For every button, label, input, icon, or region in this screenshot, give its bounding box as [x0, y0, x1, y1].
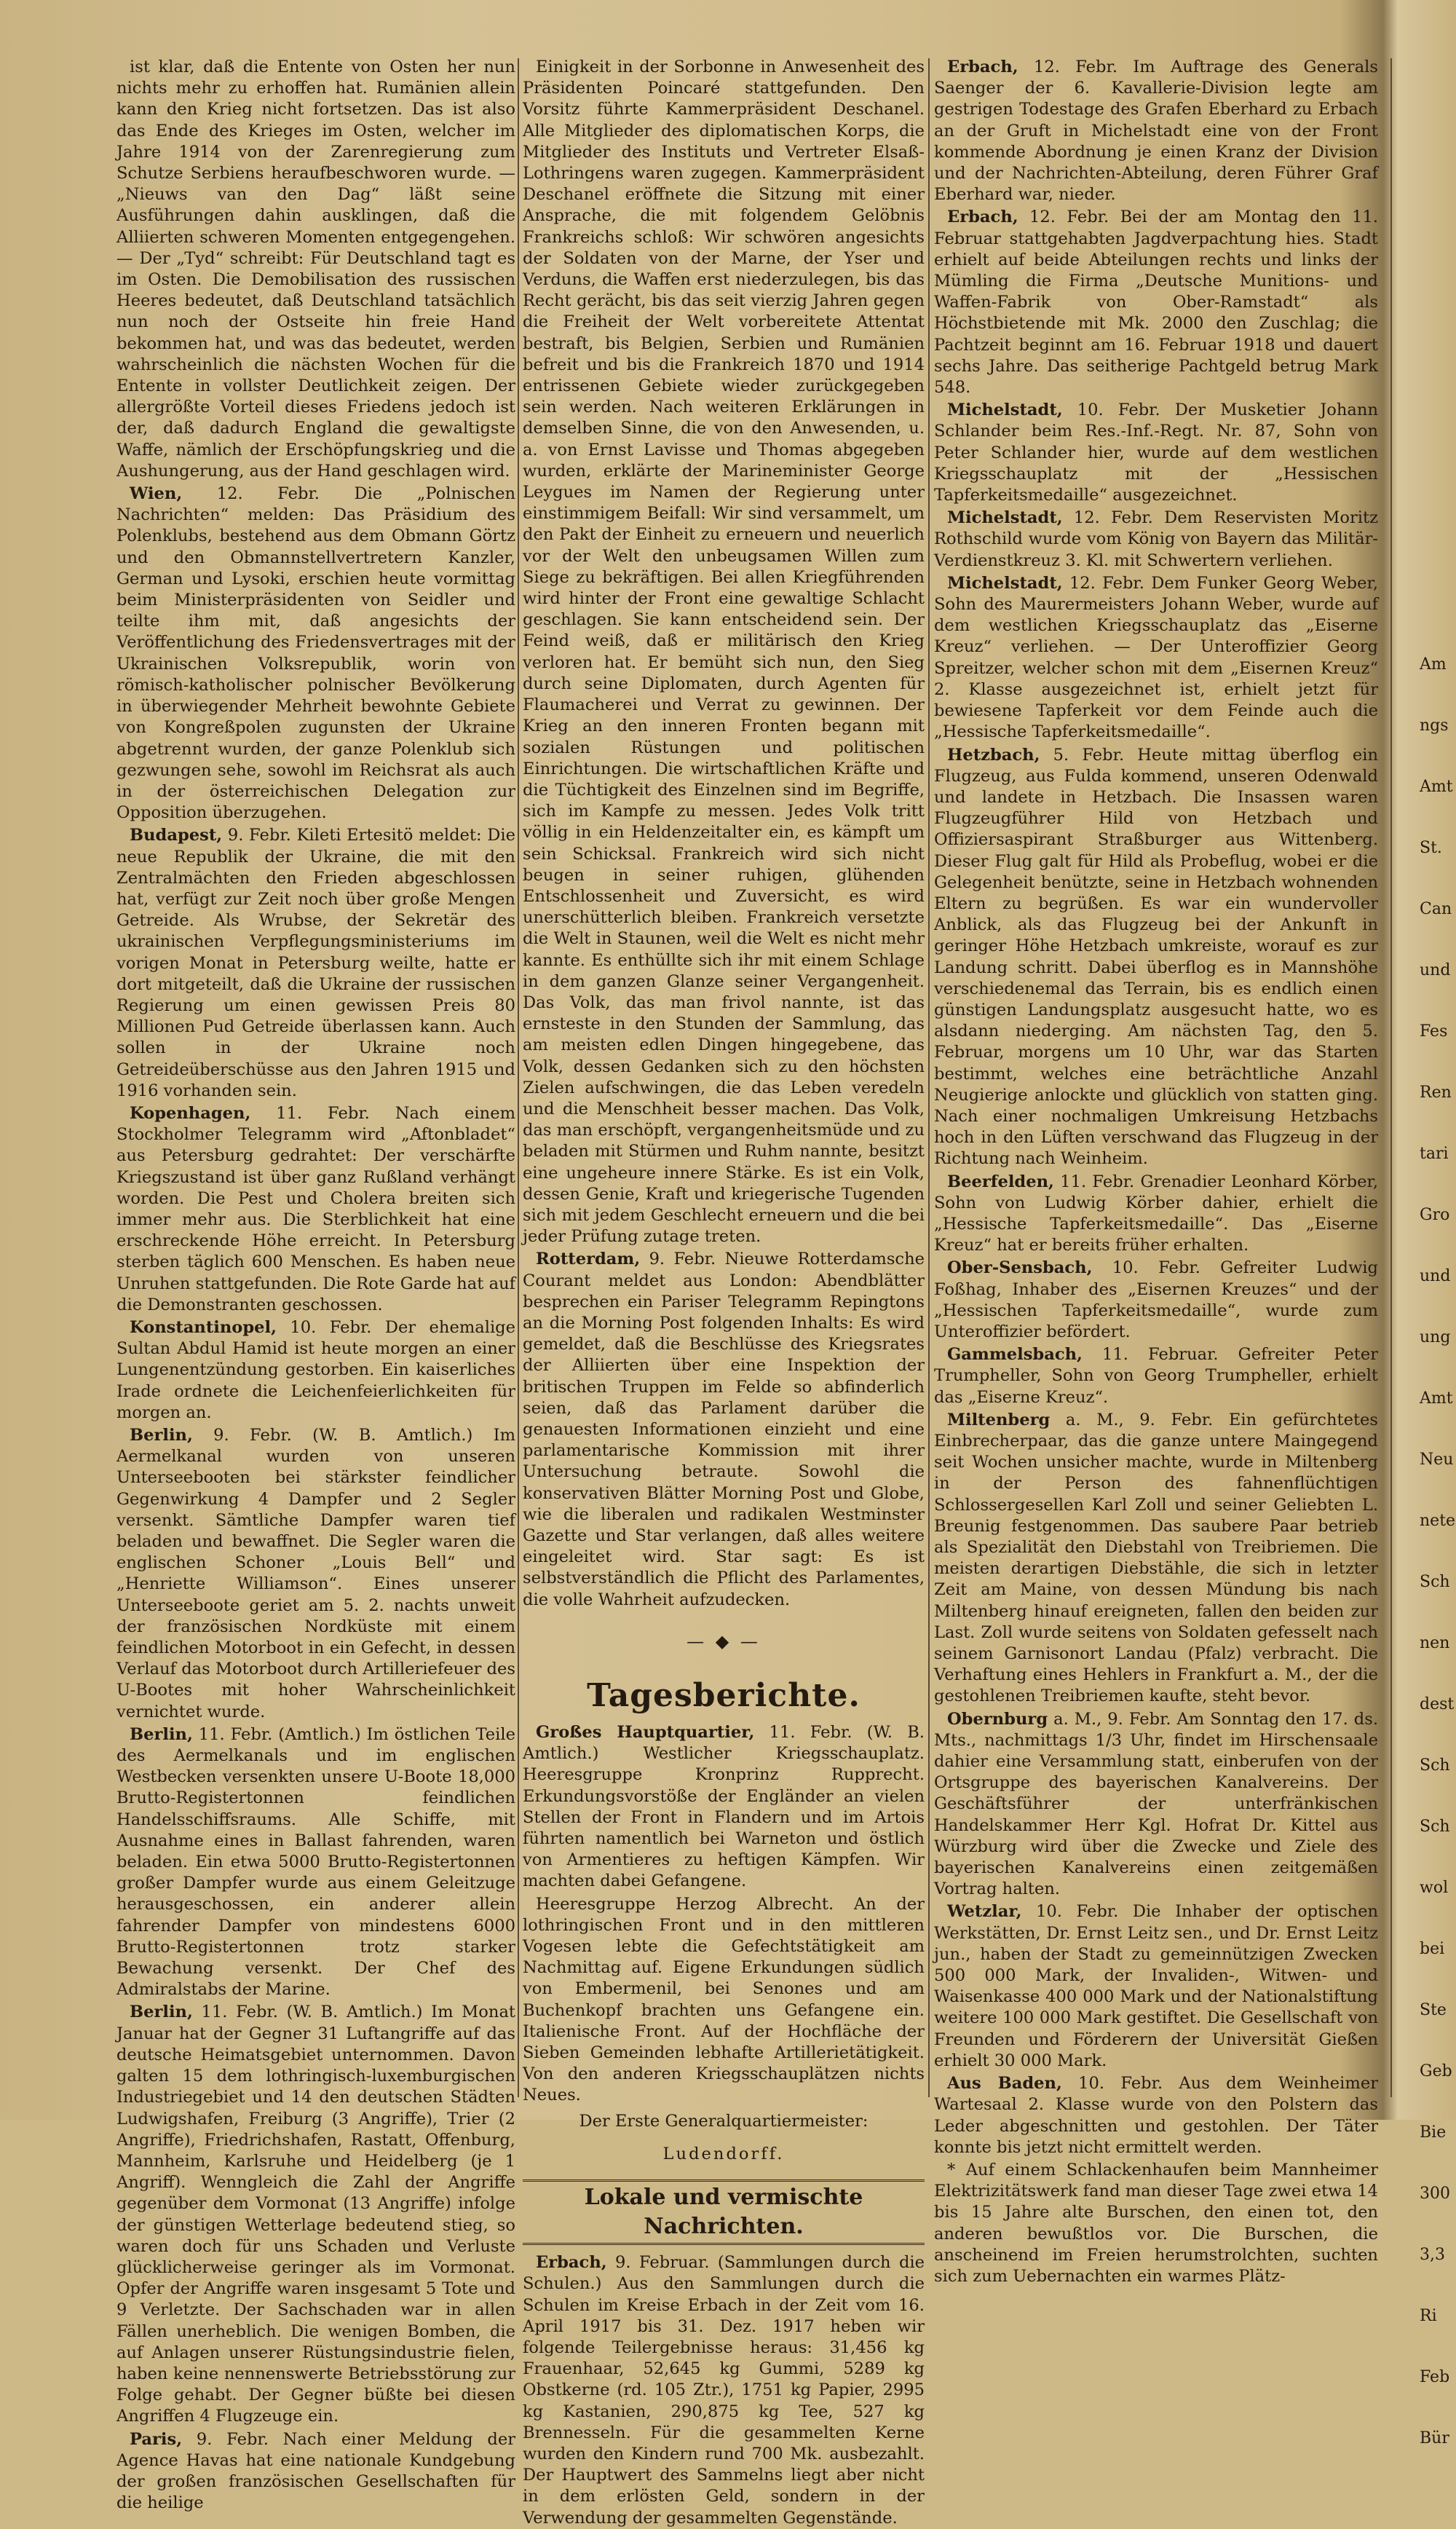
column-rule	[1390, 58, 1392, 2097]
lokales-articles	[523, 2252, 925, 2529]
signature-name: Ludendorff.	[662, 2144, 785, 2163]
article-dateline: Hetzbach,	[947, 745, 1040, 765]
column-rule	[928, 58, 930, 2097]
fragment-text: Sch	[1420, 1573, 1450, 1591]
article-text: a. M., 9. Febr. Ein gefürchtetes Einbrecherpaar, das die ganze untere Maingegend seit Wochen unsicher machte, wurde in Miltenberg in der Person des fahnenflüchtigen Schlossergesellen Karl Zoll und seiner Geliebten L. Breunig festgenommen. Das saubere Paar betrieb als Spezialität den Diebstahl von Treibriemen. Die meisten derartigen Diebstähle, die sich in letzter Zeit am Maine, von dessen Mündung bis nach Miltenberg hinauf ereigneten, fallen den beiden zur Last. Zoll wurde seitens von Soldaten gefesselt nach seinem Garnisonort Landau (Pfalz) verbracht. Die Verhaftung eines Hehlers in Frankfurt a. M., der die gestohlenen Treibriemen kaufte, steht bevor.	[934, 1410, 1378, 1706]
fragment-text: Bie	[1420, 2123, 1447, 2142]
fragment-text: Fes	[1420, 1022, 1448, 1041]
fragment-text: bei	[1420, 1940, 1445, 1958]
article-paragraph	[934, 1410, 1378, 1708]
column-2-articles	[523, 57, 925, 1611]
article-text: 5. Febr. Heute mittag überflog ein Flugzeug, aus Fulda kommend, unseren Odenwald und landete in Hetzbach. Die Insassen waren Flugzeugführer Hild von Hetzbach und Offiziersaspirant Straßburger aus Wittenberg. Dieser Flug galt für Hild als Probeflug, wobei er die Gelegenheit benützte, seine in Hetzbach wohnenden Eltern zu begrüßen. Es war ein wundervoller Anblick, als das Flugzeug bei der Ankunft in geringer Höhe Hetzbach umkreiste, worauf es zur Landung schritt. Dabei überflog es in Mannshöhe verschiedenemal das Terrain, bis es endlich einen günstigen Landungsplatz ausgesucht hatte, wo es alsdann niederging. Am nächsten Tag, den 5. Februar, morgens um 10 Uhr, war das Starten bestimmt, welches eine beträchtliche Anzahl Neugierige anlockte und glücklich von statten ging. Nach einer nochmaligen Umkreisung Hetzbachs hoch in den Lüften verschwand das Flugzeug in der Richtung nach Weinheim.	[934, 745, 1378, 1169]
article-paragraph	[523, 1722, 925, 1893]
tagesberichte-articles	[523, 1722, 925, 2107]
article-text: 11. Febr. (W. B. Amtlich.) Im Monat Januar hat der Gegner 31 Luftangriffe auf das deutsche Heimatsgebiet unternommen. Davon galten 15 dem lothringisch-luxemburgischen Industriegebiet und 14 den deutschen Städten Ludwigshafen, Freiburg (3 Angriffe), Trier (2 Angriffe), Friedrichshafen, Rastatt, Offenburg, Mannheim, Karlsruhe und Heidelberg (je 1 Angriff). Wenngleich die Zahl der Angriffe gegenüber dem Vormonat (13 Angriffe) infolge der günstigen Wetterlage bedeutend stieg, so waren doch für uns Schaden und Verluste glücklicherweise geringer als im Vormonat. Opfer der Angriffe waren insgesamt 5 Tote und 9 Verletzte. Der Sachschaden war in allen Fällen unerheblich. Die wenigen Bomben, die auf Anlagen unserer Rüstungsindustrie fielen, haben keine nennenswerte Betriebsstörung zur Folge gehabt. Der Gegner büßte bei diesen Angriffen 4 Flugzeuge ein.	[116, 2003, 516, 2426]
fragment-text: und	[1420, 1267, 1451, 1285]
article-dateline: Miltenberg	[947, 1410, 1051, 1429]
column-rule	[518, 58, 519, 2097]
section-title-tagesberichte: Tagesberichte.	[587, 1677, 860, 1715]
article-paragraph	[116, 484, 515, 824]
article-paragraph	[523, 57, 925, 1247]
article-text: 9. Februar. (Sammlungen durch die Schulen.) Aus den Sammlungen durch die Schulen im Kreise Erbach in der Zeit vom 16. April 1917 bis 31. Dez. 1917 heben wir folgende Teilergebnisse heraus: 31,456 kg Frauenhaar, 52,645 kg Gummi, 5289 kg Obstkerne (rd. 105 Ztr.), 1751 kg Papier, 2995 kg Kastanien, 290,875 kg Tee, 527 kg Brennesseln. Für die gesammelten Kerne wurden den Kindern rund 700 Mk. ausbezahlt. Der Hauptwert des Sammelns liegt aber nicht in dem erlösten Geld, sondern in der Verwendung der gesammelten Gegenstände.	[523, 2253, 925, 2528]
article-text: ist klar, daß die Entente von Osten her nun nichts mehr zu erhoffen hat. Rumänien allein kann den Krieg nicht fortsetzen. Das ist also das Ende des Krieges im Osten, welcher im Jahre 1914 von der Zarenregierung zum Schutze Serbiens heraufbeschworen wurde. — „Nieuws van den Dag“ läßt seine Ausführungen dahin ausklingen, daß die Alliierten schweren Momenten entgegengehen. — Der „Tyd“ schreibt: Für Deutschland tagt es im Osten. Die Demobilisation des russischen Heeres bedeutet, daß Deutschland tatsächlich nun noch der Ostseite hin freie Hand bekommen hat, und was das bedeutet, werden wahrscheinlich die nächsten Wochen für die Entente in vollster Deutlichkeit zeigen. Der allergrößte Vorteil dieses Friedens jedoch ist der, daß dadurch England die gewaltigste Waffe, nämlich der Erschöpfungskrieg und die Aushungerung, aus der Hand geschlagen wird.	[116, 58, 515, 481]
fragment-text: St.	[1420, 839, 1442, 857]
article-paragraph	[523, 1249, 925, 1610]
article-paragraph	[934, 1709, 1378, 1901]
article-text: 12. Febr. Dem Reservisten Moritz Rothschild wurde vom König von Bayern das Militär-Verdienstkreuz 3. Kl. mit Schwertern verliehen.	[934, 508, 1379, 570]
article-dateline: Berlin,	[130, 1724, 193, 1744]
article-dateline: Wetzlar,	[947, 1902, 1022, 1922]
article-paragraph	[934, 57, 1378, 205]
article-paragraph	[934, 1344, 1378, 1408]
article-text: * Auf einem Schlackenhaufen beim Mannheimer Elektrizitätswerk fand man dieser Tage zwei etwa 14 bis 15 Jahre alte Burschen, den einen tot, den anderen bewußtlos vor. Die Burschen, die anscheinend im Freien herumstrolchten, suchten sich zum Uebernachten ein warmes Plätz-	[934, 2160, 1378, 2286]
article-text: 9. Febr. Nieuwe Rotterdamsche Courant meldet aus London: Abendblätter besprechen ein Pariser Telegramm Repingtons an die Morning Post folgenden Inhalts: Es wird gemeldet, daß die Beschlüsse des Kriegsrates der Alliierten über eine Inspektion der britischen Truppen im Felde so abfinderlich seien, daß das Parlament darüber die genauesten Informationen einzieht und eine parlamentarische Kommission mit ihrer Untersuchung betraute. Sowohl die konservativen Blätter Morning Post und Globe, wie die liberalen und radikalen Westminster Gazette und Star verlangen, daß alles weitere eingeleitet wird. Star sagt: Es ist selbstverständlich die Pflicht des Parlamentes, die volle Wahrheit aufzudecken.	[523, 1250, 925, 1609]
fragment-text: Feb	[1420, 2368, 1450, 2386]
article-dateline: Obernburg	[947, 1709, 1048, 1729]
article-paragraph	[934, 207, 1378, 398]
column-3-articles	[934, 57, 1378, 2287]
article-paragraph	[116, 1317, 515, 1424]
article-paragraph	[934, 1258, 1378, 1343]
article-dateline: Ober-Sensbach,	[947, 1258, 1093, 1278]
article-paragraph	[934, 2073, 1378, 2158]
fragment-text: Can	[1420, 900, 1452, 918]
fragment-text: Ri	[1420, 2307, 1437, 2325]
article-dateline: Aus Baden,	[947, 2074, 1062, 2094]
fragment-text: Bür	[1420, 2429, 1449, 2447]
article-dateline: Wien,	[130, 484, 183, 504]
article-paragraph	[934, 2160, 1378, 2287]
article-dateline: Berlin,	[130, 2003, 193, 2022]
fragment-text: Neu	[1420, 1451, 1454, 1469]
article-paragraph	[116, 1425, 515, 1723]
article-text: a. M., 9. Febr. Am Sonntag den 17. ds. Mts., nachmittags 1/3 Uhr, findet im Hirschensaale dahier eine Versammlung statt, einberufen von der Ortsgruppe des bayerischen Kanalvereins. Der Geschäftsführer der unterfränkischen Handelskammer Herr Kgl. Hofrat Dr. Kittel aus Würzburg wird über die Zwecke und Ziele des bayerischen Kanalvereins einen zeitgemäßen Vortrag halten.	[934, 1709, 1378, 1899]
fragment-text: Sch	[1420, 1818, 1450, 1836]
ornament-divider: — ◆ —	[687, 1630, 761, 1652]
article-dateline: Paris,	[130, 2429, 183, 2449]
fragment-text: 300	[1420, 2185, 1450, 2203]
fragment-text: Amt	[1420, 1389, 1453, 1408]
article-paragraph	[116, 1103, 515, 1316]
fragment-text: Geb	[1420, 2062, 1452, 2080]
fragment-text: Gro	[1420, 1206, 1450, 1224]
article-text: Einigkeit in der Sorbonne in Anwesenheit des Präsidenten Poincaré stattgefunden. Den Vorsitz führte Kammerpräsident Deschanel. Alle Mitglieder des diplomatischen Korps, die Mitglieder des Instituts und Vertreter Elsaß-Lothringens waren zugegen. Kammerpräsident Deschanel eröffnete die Sitzung mit einer Ansprache, die mit folgendem Gelöbnis Frankreichs schloß: Wir schwören angesichts der Soldaten von der Marne, der Yser und Verduns, die Waffen erst niederzulegen, bis das Recht gerächt, bis das seit vierzig Jahren gegen die Freiheit der Welt vorbereitete Attentat bestraft, bis Belgien, Serbien und Rumänien befreit und bis die Frankreich 1870 und 1914 entrissenen Gebiete wieder zurückgegeben sein werden. Nach weiteren Erklärungen in demselben Sinne, die von den Anwesenden, u. a. von Ernst Lavisse und Thomas abgegeben wurden, erklärte der Marineminister George Leygues im Namen der Regierung unter einstimmigem Beifall: Wir sind versammelt, um den Pakt der Einheit zu erneuern und neuerlich vor der Welt den unbeugsamen Willen zum Siege zu bekräftigen. Bei allen Kriegführenden wird hinter der Front eine gewaltige Schlacht geschlagen. Sie kann entscheidend sein. Der Feind weiß, daß er militärisch den Krieg verloren hat. Er bemüht sich nun, den Sieg durch seine Diplomaten, durch Agenten für Flaumacherei und Verrat zu gewinnen. Der Krieg an den inneren Fronten begann mit sozialen Rüstungen und politischen Einrichtungen. Die wirtschaftlichen Kräfte und die Tüchtigkeit des Einzelnen sind im Begriffe, sich im Kampfe zu messen. Jedes Volk tritt völlig in ein Heldenzeitalter ein, es kämpft um sein Schicksal. Frankreich wird sich nicht beugen in seiner ruhigen, glühenden Entschlossenheit und Zuversicht, es wird unerschütterlich bleiben. Frankreich versetzte die Welt in Staunen, weil die Welt es nicht mehr kannte. Es enthüllte sich ihr mit einem Schlage in dem ganzen Glanze seiner Vergangenheit. Das Volk, das man frivol nannte, ist das ernsteste in den Stunden der Sammlung, das am meisten edlen Dingen hingegebene, das Volk, dessen Gedanken sich zu den höchsten Zielen aufschwingen, die das Leben veredeln und die Menschheit besser machen. Das Volk, das man erschöpft, vergangenheitsmüde und zu beladen mit Stürmen und Ruhm nannte, besitzt eine ungeheure innere Stärke. Es ist ein Volk, dessen Genie, Kraft und kriegerische Tugenden sich mit jedem Geschlecht erneuern und die bei jeder Prüfung zutage treten.	[523, 58, 925, 1247]
article-dateline: Großes Hauptquartier,	[536, 1723, 755, 1743]
column-1-articles	[116, 57, 515, 2514]
article-text: 11. Febr. (Amtlich.) Im östlichen Teile des Aermelkanals und im englischen Westbecken versenkten unsere U-Boote 18,000 Brutto-Registertonnen feindlichen Handelsschiffsraums. Alle Schiffe, mit Ausnahme eines in Ballast fahrenden, waren beladen. Ein etwa 5000 Brutto-Registertonnen großer Dampfer wurde aus einem Geleitzuge herausgeschossen, ein anderer allein fahrender Dampfer von mindestens 6000 Brutto-Registertonnen trotz starker Bewachung versenkt. Der Chef des Admiralstabs der Marine.	[116, 1724, 515, 2000]
article-paragraph	[523, 1894, 925, 2107]
column-3	[934, 57, 1379, 2286]
article-dateline: Erbach,	[947, 208, 1018, 227]
article-text: 9. Febr. Nach einer Meldung der Agence Havas hat eine nationale Kundgebung der großen französischen Gesellschaften für die heilige	[116, 2429, 515, 2513]
article-text: 10. Febr. Der ehemalige Sultan Abdul Hamid ist heute morgen an einer Lungenentzündung gestorben. Ein kaiserliches Irade ordnete die Leichenfeierlichkeiten für morgen an.	[116, 1317, 515, 1422]
article-dateline: Michelstadt,	[947, 401, 1063, 420]
article-paragraph	[934, 573, 1378, 743]
section-title-lokales: Lokale und vermischte Nachrichten.	[523, 2179, 925, 2245]
article-text: 10. Febr. Gefreiter Ludwig Foßhag, Inhaber des „Eisernen Kreuzes“ und der „Hessischen Tapferkeitsmedaille“, wurde zum Unteroffizier befördert.	[934, 1258, 1378, 1341]
article-text: 11. Febr. (W. B. Amtlich.) Westlicher Kriegsschauplatz. Heeresgruppe Kronprinz Rupprecht. Erkundungsvorstöße der Engländer an vielen Stellen der Front in Flandern und im Artois führten namentlich bei Warneton und östlich von Armentieres zu heftigen Kämpfen. Wir machten dabei Gefangene.	[523, 1723, 925, 1891]
article-text: 12. Febr. Die „Polnischen Nachrichten“ melden: Das Präsidium des Polenklubs, bestehend aus dem Obmann Görtz und den Obmannstellvertretern Kanzler, German und Lysoki, erschien heute vormittag beim Ministerpräsidenten von Seidler und teilte ihm mit, daß angesichts der Veröffentlichung des Friedensvertrages mit der Ukrainischen Volksrepublik, worin von römisch-katholischer polnischer Bevölkerung in überwiegender Mehrheit bewohnte Gebiete von Kongreßpolen zugunsten der Ukraine abgetrennt wurden, der ganze Polenklub sich gezwungen sehe, sowohl im Reichsrat als auch in der österreichischen Delegation zur Opposition überzugehen.	[116, 484, 515, 823]
article-paragraph	[934, 508, 1378, 572]
article-dateline: Rotterdam,	[536, 1250, 641, 1269]
fragment-text: Ste	[1420, 2001, 1447, 2019]
article-text: 10. Febr. Der Musketier Johann Schlander beim Res.-Inf.-Regt. Nr. 87, Sohn von Peter Schlander hier, wurde auf dem westlichen Kriegsschauplatz mit der „Hessischen Tapferkeitsmedaille“ ausgezeichnet.	[934, 401, 1378, 505]
fragment-text: und	[1420, 961, 1451, 979]
article-paragraph	[934, 1172, 1378, 1257]
article-dateline: Kopenhagen,	[130, 1103, 251, 1123]
article-paragraph	[116, 825, 515, 1102]
article-dateline: Konstantinopel,	[130, 1317, 277, 1337]
article-text: Heeresgruppe Herzog Albrecht. An der lothringischen Front und in den mittleren Vogesen lebte die Gefechtstätigkeit am Nachmittag auf. Eigene Erkundungen südlich von Embermenil, bei Senones und am Buchenkopf brachten uns Gefangene ein. Italienische Front. Auf der Hochfläche der Sieben Gemeinden lebhafte Artillerietätigkeit. Von den anderen Kriegsschauplätzen nichts Neues.	[523, 1894, 925, 2105]
fragment-text: Am	[1420, 655, 1447, 674]
article-paragraph	[934, 1901, 1378, 2072]
article-text: 10. Febr. Aus dem Weinheimer Wartesaal 2. Klasse wurde von den Polstern das Leder abgeschnitten und gestohlen. Der Täter konnte bis jetzt nicht ermittelt werden.	[934, 2074, 1378, 2157]
fragment-text: dest	[1420, 1695, 1455, 1713]
article-text: 9. Febr. (W. B. Amtlich.) Im Aermelkanal wurden von unseren Unterseebooten bei stärkster feindlicher Gegenwirkung 4 Dampfer und 2 Segler versenkt. Sämtliche Dampfer waren tief beladen und bewaffnet. Die Segler waren die englischen Schoner „Louis Bell“ und „Henriette Williamson“. Eines unserer Unterseeboote geriet am 5. 2. nachts unweit der französischen Nordküste mit einem feindlichen Motorboot in ein Gefecht, in dessen Verlauf das Motorboot durch Artilleriefeuer des U-Bootes mit hoher Wahrscheinlichkeit vernichtet wurde.	[116, 1426, 515, 1721]
fragment-text: ngs	[1420, 717, 1449, 735]
fragment-text: wol	[1420, 1879, 1449, 1897]
article-paragraph	[116, 2429, 515, 2514]
column-2	[523, 57, 925, 2528]
article-dateline: Erbach,	[536, 2253, 607, 2273]
article-dateline: Michelstadt,	[947, 508, 1063, 528]
article-text: 11. Februar. Gefreiter Peter Trumpheller, Sohn von Georg Trumpheller, erhielt das „Eiserne Kreuz“.	[934, 1345, 1378, 1407]
article-text: 9. Febr. Kileti Ertesitö meldet: Die neue Republik der Ukraine, die mit den Zentralmächten den Frieden abgeschlossen hat, verfügt zur Zeit noch über große Mengen Getreide. Als Wrubse, der Sekretär des ukrainischen Verpflegungsministeriums im vorigen Monat in Petersburg weilte, hatte er dort mitgeteilt, daß die Ukraine der russischen Regierung um einen gewissen Preis 80 Millionen Pud Getreide überlassen kann. Auch sollen in der Ukraine noch Getreideüberschüsse aus den Jahren 1915 und 1916 vorhanden sein.	[116, 826, 515, 1100]
article-paragraph	[934, 400, 1378, 506]
article-text: 12. Febr. Im Auftrage des Generals Saenger der 6. Kavallerie-Division legte am gestrigen Todestage des Grafen Eberhard zu Erbach an der Gruft in Michelstadt eine von der Front kommende Abordnung je einen Kranz der Division und der Nachrichten-Abteilung, deren Führer Graf Eberhard war, nieder.	[934, 58, 1378, 205]
article-paragraph	[934, 745, 1378, 1170]
article-dateline: Gammelsbach,	[947, 1345, 1083, 1365]
article-text: 12. Febr. Dem Funker Georg Weber, Sohn des Maurermeisters Johann Weber, wurde auf dem westlichen Kriegsschauplatz das „Eiserne Kreuz“ verliehen. — Der Unteroffizier Georg Spreitzer, welcher schon mit dem „Eisernen Kreuz“ 2. Klasse ausgezeichnet ist, erhielt jetzt für bewiesene Tapferkeit vor dem Feinde auch die „Hessische Tapferkeitsmedaille“.	[934, 573, 1378, 742]
article-dateline: Michelstadt,	[947, 573, 1063, 593]
fragment-text: tari	[1420, 1145, 1449, 1163]
fragment-text: ung	[1420, 1328, 1451, 1346]
article-dateline: Berlin,	[130, 1426, 193, 1445]
fragment-text: Ren	[1420, 1084, 1452, 1102]
fragment-text: nete	[1420, 1512, 1456, 1530]
fragment-text: Amt	[1420, 778, 1453, 796]
article-dateline: Budapest,	[130, 826, 223, 845]
article-text: 11. Febr. Nach einem Stockholmer Telegramm wird „Aftonbladet“ aus Petersburg gedrahtet: Der verschärfte Kriegszustand ist über ganz Rußland verhängt worden. Die Pest und Cholera breiten sich immer mehr aus. Die Sterblichkeit hat eine erschreckende Höhe erreicht. In Petersburg sterben täglich 600 Menschen. Es haben neue Unruhen stattgefunden. Die Rote Garde hat auf die Demonstranten geschossen.	[116, 1103, 515, 1314]
article-text: 10. Febr. Die Inhaber der optischen Werkstätten, Dr. Ernst Leitz sen., und Dr. Ernst Leitz jun., haben der Stadt zu gemeinnützigen Zwecken 500 000 Mark, der Invaliden-, Witwen- und Waisenkasse 400 000 Mark und der Nationalstiftung weitere 100 000 Mark gestiftet. Die Gesellschaft von Freunden und Förderern der Universität Gießen erhielt 30 000 Mark.	[934, 1902, 1378, 2070]
article-paragraph	[116, 2002, 515, 2427]
article-text: 12. Febr. Bei der am Montag den 11. Februar stattgehabten Jagdverpachtung hies. Stadt erhielt auf beide Abteilungen rechts und links der Mümling die Firma „Deutsche Munitions- und Waffen-Fabrik von Ober-Ramstadt“ als Höchstbietende mit Mk. 2000 den Zuschlag; die Pachtzeit beginnt am 16. Februar 1918 und dauert sechs Jahre. Das seitherige Pachtgeld betrug Mark 548.	[934, 208, 1378, 398]
article-paragraph	[116, 1724, 515, 2001]
article-paragraph	[523, 2252, 925, 2529]
fragment-text: 3,3	[1420, 2246, 1445, 2264]
article-dateline: Erbach,	[947, 58, 1018, 76]
column-4-fragment-list	[1420, 654, 1456, 2449]
column-4-fragments	[1420, 57, 1456, 2447]
column-1	[116, 57, 516, 2513]
article-paragraph	[116, 57, 515, 482]
article-text: 11. Febr. Grenadier Leonhard Körber, Sohn von Ludwig Körber dahier, erhielt die „Hessische Tapferkeitsmedaille“. Das „Eiserne Kreuz“ hat er bereits früher erhalten.	[934, 1172, 1378, 1255]
article-dateline: Beerfelden,	[947, 1172, 1054, 1191]
fragment-text: Sch	[1420, 1756, 1450, 1775]
fragment-text: nen	[1420, 1634, 1450, 1652]
signature-line: Der Erste Generalquartiermeister:	[579, 2111, 869, 2131]
